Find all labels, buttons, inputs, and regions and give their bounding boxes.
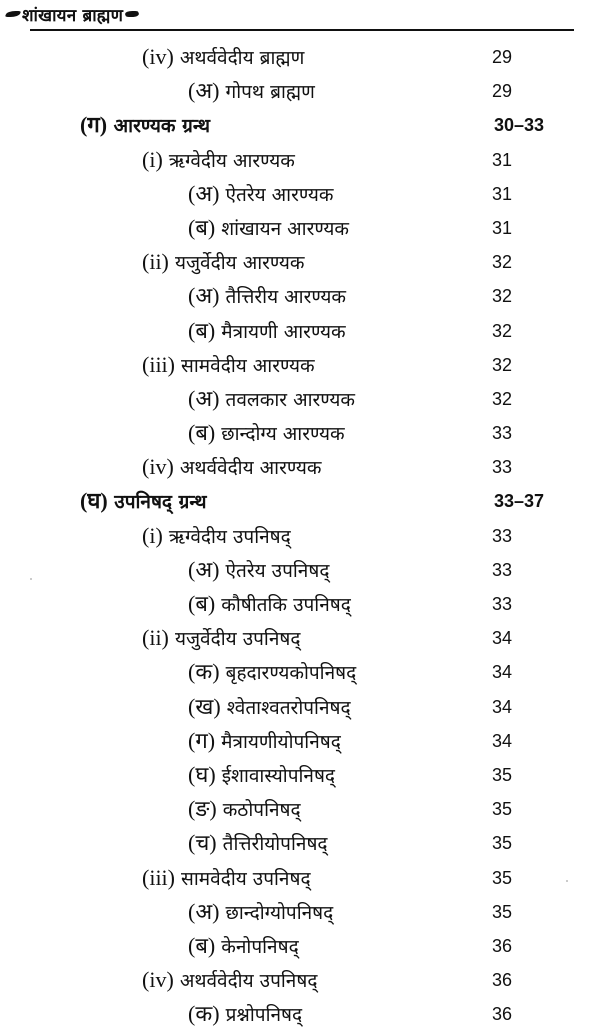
toc-entry-title: आरण्यक ग्रन्थ (113, 115, 211, 138)
toc-entry-title: शांखायन आरण्यक (221, 217, 350, 240)
toc-entry-label (188, 655, 356, 690)
toc-entry (0, 519, 600, 553)
toc-entry-label (188, 74, 315, 109)
toc-entry-title: ईशावास्योपनिषद् (221, 764, 336, 787)
toc-entry-page-number: 34 (492, 696, 513, 717)
toc-entry-label (142, 963, 317, 998)
toc-entry (0, 416, 600, 450)
toc-entry-page-number: 33 (492, 457, 513, 478)
toc-entry-marker: (ब) (188, 932, 216, 958)
toc-entry-title: तवलकार आरण्यक (225, 388, 355, 411)
toc-entry-marker: (ख) (188, 693, 221, 719)
toc-entry-marker: (अ) (188, 180, 220, 206)
toc-entry-page-number: 32 (492, 286, 513, 307)
toc-entry-marker: (अ) (188, 78, 220, 104)
toc-entry-label (188, 997, 302, 1032)
toc-entry-page-number: 33 (492, 525, 513, 546)
toc-entry-title: अथर्ववेदीय उपनिषद् (179, 970, 318, 993)
ornament-right-icon (124, 11, 140, 17)
toc-entry-title: तैत्तिरीय आरण्यक (225, 286, 346, 309)
toc-entry-title: उपनिषद् ग्रन्थ (114, 491, 207, 514)
toc-entry-title: प्रश्नोपनिषद् (225, 1004, 303, 1027)
toc-entry-page-number: 35 (492, 901, 513, 922)
toc-entry-page-number: 31 (492, 149, 513, 170)
toc-entry-marker: (च) (188, 830, 217, 856)
toc-entry-page-number: 30–33 (494, 115, 545, 136)
toc-entry-label (188, 382, 355, 417)
toc-entry-label (188, 587, 351, 622)
toc-entry-label (80, 108, 210, 143)
toc-entry-page-number: 33 (492, 559, 513, 580)
toc-entry-page-number: 34 (492, 628, 513, 649)
toc-entry-marker: (क) (188, 659, 220, 685)
toc-entry (0, 108, 600, 142)
toc-entry-title: ऋग्वेदीय उपनिषद् (168, 525, 291, 548)
toc-entry-marker: (ii) (142, 625, 169, 651)
toc-entry-page-number: 33 (492, 594, 513, 614)
toc-entry-marker: (ii) (142, 249, 169, 275)
toc-entry-title: मैत्रायणी आरण्यक (221, 320, 346, 343)
toc-entry (0, 382, 600, 416)
toc-entry-label (142, 143, 295, 178)
toc-entry-label (142, 40, 304, 75)
toc-entry-page-number: 36 (492, 1004, 513, 1025)
toc-entry (0, 861, 600, 895)
toc-entry (0, 40, 600, 74)
toc-entry-page-number: 32 (492, 252, 513, 273)
toc-entry-page-number: 35 (492, 764, 513, 785)
toc-entry-label (188, 929, 299, 964)
toc-entry-label (188, 895, 333, 930)
toc-entry-title: यजुर्वेदीय आरण्यक (174, 252, 305, 275)
toc-entry-label (188, 416, 345, 451)
toc-entry (0, 724, 600, 758)
toc-entry-page-number: 31 (492, 183, 513, 204)
ornament-left-icon (5, 11, 21, 17)
toc-entry (0, 211, 600, 245)
toc-entry-page-number: 32 (492, 320, 513, 341)
toc-entry-page-number: 35 (492, 799, 513, 820)
toc-entry-marker: (ब) (188, 420, 216, 446)
toc-entry-label (142, 861, 311, 896)
toc-entry-page-number: 35 (492, 833, 513, 854)
toc-entry-label (188, 826, 328, 861)
toc-entry-marker: (i) (142, 146, 163, 172)
toc-entry (0, 74, 600, 108)
toc-entry (0, 690, 600, 724)
header-rule (30, 29, 574, 31)
toc-entry-marker: (अ) (188, 385, 220, 411)
toc-entry (0, 245, 600, 279)
toc-entry-page-number: 34 (492, 730, 513, 751)
toc-entry-label (188, 792, 301, 827)
toc-entry (0, 997, 600, 1031)
toc-entry-label (142, 519, 291, 554)
toc-entry (0, 177, 600, 211)
toc-entry-marker: (iii) (142, 864, 175, 890)
toc-entry-title: श्वेताश्वतरोपनिषद् (226, 696, 351, 719)
toc-entry (0, 895, 600, 929)
toc-entry-page-number: 32 (492, 354, 513, 375)
toc-entry-title: छान्दोग्य आरण्यक (221, 423, 345, 446)
toc-entry-title: ऋग्वेदीय आरण्यक (168, 149, 295, 172)
toc-entry-marker: (iv) (142, 454, 174, 480)
toc-entry-title: केनोपनिषद् (221, 935, 299, 958)
toc-entry-marker: (अ) (188, 283, 220, 309)
toc-entry-label (188, 211, 349, 246)
toc-entry-marker: (अ) (188, 556, 220, 582)
toc-entry-marker: (अ) (188, 898, 220, 924)
running-title: शांखायन ब्राह्मण (22, 5, 124, 26)
toc-entry-label (142, 245, 305, 280)
toc-entry (0, 758, 600, 792)
scan-speck (30, 578, 32, 580)
toc-entry-marker: (घ) (188, 761, 216, 787)
toc-entry (0, 143, 600, 177)
toc-entry-title: कठोपनिषद् (222, 799, 301, 822)
toc-entry-marker: (क) (188, 1001, 220, 1027)
toc-entry-title: छान्दोग्योपनिषद् (225, 901, 334, 924)
toc-entry-label (142, 348, 315, 383)
toc-entry-title: सामवेदीय उपनिषद् (181, 867, 311, 890)
toc-entry-marker: (iii) (142, 351, 175, 377)
toc-entry (0, 792, 600, 826)
toc-entry-label (188, 314, 346, 349)
toc-entry (0, 963, 600, 997)
toc-entry-page-number: 29 (492, 47, 513, 67)
toc-entry-marker: (ग) (188, 727, 216, 753)
toc-entry (0, 348, 600, 382)
toc-entry-marker: (ग) (80, 112, 108, 138)
toc-entry-marker: (iv) (142, 44, 174, 69)
toc-entry (0, 450, 600, 484)
toc-entry-label (188, 553, 329, 588)
toc-entry-page-number: 29 (492, 81, 513, 102)
toc-entry-title: तैत्तिरीयोपनिषद् (222, 833, 328, 856)
toc-entry-page-number: 36 (492, 970, 513, 991)
toc-entry-title: गोपथ ब्राह्मण (225, 81, 315, 104)
toc-entry (0, 587, 600, 621)
toc-entry-label (142, 621, 300, 656)
running-header (6, 0, 139, 28)
toc-entry-page-number: 33 (492, 423, 513, 444)
toc-entry-marker: (ङ) (188, 796, 217, 822)
toc-entry-title: कौषीतकि उपनिषद् (221, 594, 351, 616)
toc-entry-label (188, 724, 341, 759)
toc-entry (0, 655, 600, 689)
table-of-contents (0, 40, 600, 1031)
toc-entry-title: सामवेदीय आरण्यक (181, 354, 315, 377)
toc-entry-label (80, 484, 207, 519)
toc-entry-page-number: 31 (492, 217, 513, 238)
toc-entry-marker: (ब) (188, 214, 216, 240)
toc-entry-title: यजुर्वेदीय उपनिषद् (174, 628, 301, 651)
toc-entry-label (142, 450, 322, 485)
toc-entry-page-number: 32 (492, 388, 513, 409)
toc-entry-marker: (घ) (80, 488, 108, 514)
toc-entry-page-number: 34 (492, 662, 513, 683)
toc-entry (0, 279, 600, 313)
toc-entry-marker: (iv) (142, 967, 174, 993)
toc-entry-label (188, 758, 335, 793)
toc-entry-marker: (i) (142, 522, 163, 548)
toc-entry-title: ऐतरेय आरण्यक (225, 183, 334, 206)
toc-entry (0, 553, 600, 587)
toc-entry-title: अथर्ववेदीय ब्राह्मण (179, 47, 305, 69)
toc-entry (0, 484, 600, 518)
toc-entry-title: मैत्रायणीयोपनिषद् (221, 730, 341, 753)
toc-entry (0, 826, 600, 860)
toc-entry-page-number: 36 (492, 935, 513, 956)
toc-entry (0, 929, 600, 963)
toc-entry-title: बृहदारण्यकोपनिषद् (225, 662, 357, 685)
toc-entry-label (188, 177, 334, 212)
toc-entry-page-number: 33–37 (494, 491, 545, 512)
toc-entry-title: अथर्ववेदीय आरण्यक (179, 457, 322, 480)
scan-speck (566, 880, 568, 882)
toc-entry-marker: (ब) (188, 591, 216, 616)
toc-entry (0, 621, 600, 655)
toc-entry (0, 314, 600, 348)
toc-entry-page-number: 35 (492, 867, 513, 888)
toc-entry-marker: (ब) (188, 317, 216, 343)
toc-entry-label (188, 690, 351, 725)
toc-entry-label (188, 279, 346, 314)
toc-entry-title: ऐतरेय उपनिषद् (225, 559, 330, 582)
